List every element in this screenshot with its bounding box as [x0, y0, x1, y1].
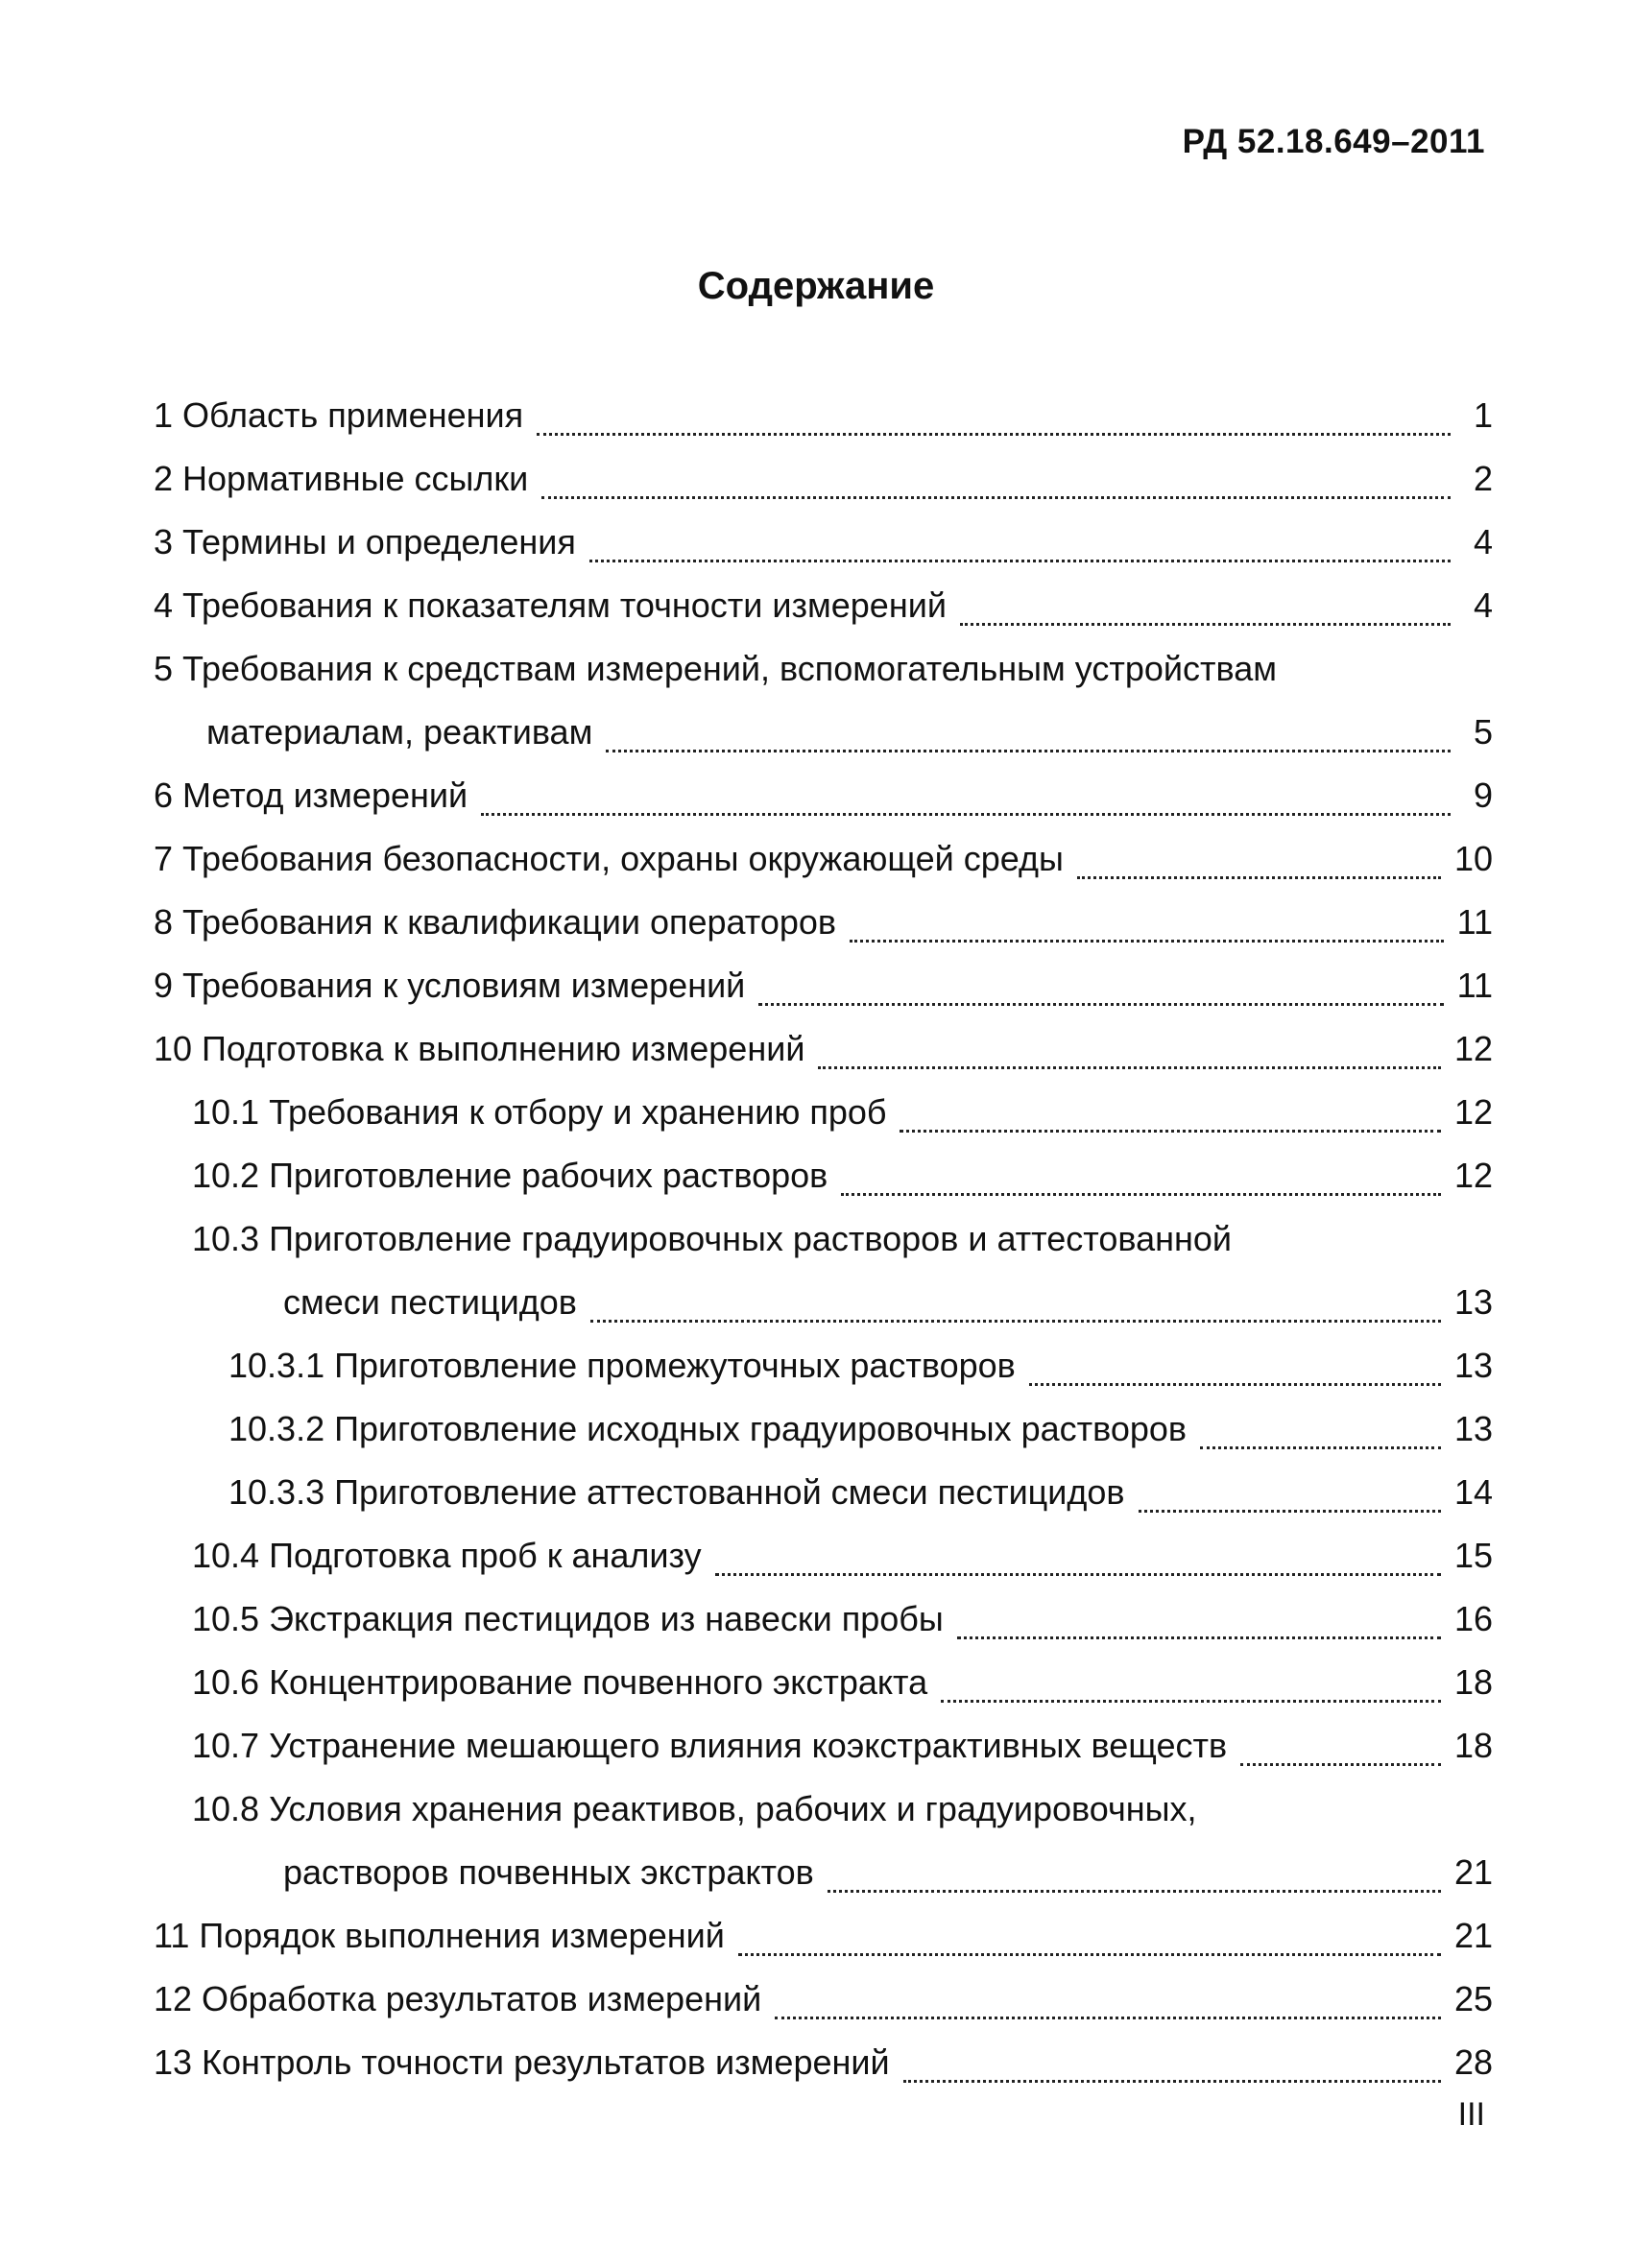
toc-leader-dots: [941, 1667, 1441, 1703]
toc-entry-page: 25: [1453, 1979, 1493, 2018]
toc-entry-text: материалам, реактивам: [206, 712, 593, 752]
toc-entry-continuation[interactable]: [154, 701, 1493, 764]
toc-entry-text: 10.4 Подготовка проб к анализу: [192, 1536, 702, 1575]
toc-entry[interactable]: [154, 1968, 1493, 2031]
toc-entry[interactable]: [154, 447, 1493, 511]
toc-entry-text: 10.7 Устранение мешающего влияния коэкстрактивных веществ: [192, 1726, 1228, 1765]
toc-entry[interactable]: [154, 1714, 1493, 1778]
page-number: III: [1457, 2096, 1485, 2133]
toc-entry-page: 21: [1453, 1852, 1493, 1892]
toc-leader-dots: [957, 1604, 1441, 1639]
toc-entry-text: 10.1 Требования к отбору и хранению проб: [192, 1092, 887, 1132]
toc-leader-dots: [960, 590, 1451, 626]
toc-entry[interactable]: [154, 384, 1493, 447]
toc-leader-dots: [841, 1160, 1441, 1196]
toc-leader-dots: [758, 970, 1443, 1006]
toc-entry-text: смеси пестицидов: [283, 1282, 577, 1322]
toc-entry-text: 5 Требования к средствам измерений, вспомогательным устройствам: [154, 649, 1277, 688]
toc-entry-page: 5: [1473, 712, 1493, 752]
toc-entry-text: 10.3.2 Приготовление исходных градуировочных растворов: [228, 1409, 1188, 1448]
toc-entry-page: 21: [1453, 1916, 1493, 1955]
toc-entry[interactable]: [154, 1334, 1493, 1397]
toc-entry[interactable]: [154, 891, 1493, 954]
toc-leader-dots: [589, 527, 1451, 562]
toc-leader-dots: [715, 1540, 1441, 1576]
toc-entry[interactable]: [154, 954, 1493, 1017]
toc-entry-page: 9: [1473, 776, 1493, 815]
toc-entry-text: 1 Область применения: [154, 395, 524, 435]
toc-entry[interactable]: [154, 1524, 1493, 1588]
toc-entry-text: 10.3.1 Приготовление промежуточных растворов: [228, 1346, 1016, 1385]
toc-entry-text: 12 Обработка результатов измерений: [154, 1979, 762, 2018]
toc-entry-text: 11 Порядок выполнения измерений: [154, 1916, 725, 1955]
toc-leader-dots: [1200, 1414, 1441, 1449]
toc-entry-page: 4: [1473, 585, 1493, 625]
toc-entry-text: 10.5 Экстракция пестицидов из навески пробы: [192, 1599, 944, 1638]
toc-entry-text: 8 Требования к квалификации операторов: [154, 902, 837, 942]
toc-entry-continuation[interactable]: [154, 1271, 1493, 1334]
toc-entry-page: 4: [1473, 522, 1493, 561]
toc-entry[interactable]: [154, 2031, 1493, 2094]
toc-entry[interactable]: [154, 1778, 1493, 1841]
toc-entry-continuation[interactable]: [154, 1841, 1493, 1904]
toc-entry-text: 10.8 Условия хранения реактивов, рабочих и градуировочных,: [192, 1789, 1197, 1828]
toc-entry-page: 10: [1453, 839, 1493, 878]
toc-entry-page: 18: [1453, 1726, 1493, 1765]
toc-entry[interactable]: [154, 1904, 1493, 1968]
toc-leader-dots: [738, 1921, 1441, 1956]
toc-entry-text: 7 Требования безопасности, охраны окружающей среды: [154, 839, 1064, 878]
toc-entry-text: 9 Требования к условиям измерений: [154, 966, 746, 1005]
toc-leader-dots: [606, 717, 1451, 752]
toc-leader-dots: [900, 1097, 1440, 1133]
toc-entry-page: 15: [1453, 1536, 1493, 1575]
toc-entry-text: 4 Требования к показателям точности измерений: [154, 585, 947, 625]
toc-entry-page: 11: [1456, 966, 1493, 1005]
toc-entry[interactable]: [154, 764, 1493, 827]
toc-leader-dots: [903, 2047, 1441, 2083]
toc-leader-dots: [775, 1984, 1441, 2019]
table-of-contents: [154, 384, 1493, 2094]
toc-entry-text: 6 Метод измерений: [154, 776, 468, 815]
toc-entry-text: 10.2 Приготовление рабочих растворов: [192, 1156, 828, 1195]
toc-leader-dots: [850, 907, 1444, 943]
toc-entry[interactable]: [154, 1461, 1493, 1524]
toc-entry-page: 11: [1456, 902, 1493, 942]
toc-entry-text: 2 Нормативные ссылки: [154, 459, 529, 498]
toc-leader-dots: [1240, 1731, 1441, 1766]
toc-entry-text: 10.3 Приготовление градуировочных растворов и аттестованной: [192, 1219, 1233, 1258]
toc-entry-text: 10.3.3 Приготовление аттестованной смеси пестицидов: [228, 1472, 1125, 1512]
toc-leader-dots: [1029, 1350, 1441, 1386]
toc-entry-page: 12: [1453, 1092, 1493, 1132]
toc-leader-dots: [1139, 1477, 1441, 1513]
toc-entry-page: 13: [1453, 1282, 1493, 1322]
toc-entry-text: 13 Контроль точности результатов измерений: [154, 2042, 890, 2082]
toc-entry[interactable]: [154, 827, 1493, 891]
toc-entry-page: 1: [1473, 395, 1493, 435]
toc-entry[interactable]: [154, 637, 1493, 701]
toc-entry[interactable]: [154, 1588, 1493, 1651]
toc-entry-page: 16: [1453, 1599, 1493, 1638]
toc-leader-dots: [828, 1857, 1441, 1893]
toc-entry-text: растворов почвенных экстрактов: [283, 1852, 814, 1892]
toc-entry[interactable]: [154, 1081, 1493, 1144]
toc-leader-dots: [1077, 844, 1441, 879]
toc-entry[interactable]: [154, 1397, 1493, 1461]
toc-entry-page: 14: [1453, 1472, 1493, 1512]
toc-leader-dots: [537, 400, 1451, 436]
toc-entry[interactable]: [154, 1017, 1493, 1081]
toc-entry-page: 13: [1453, 1346, 1493, 1385]
toc-entry-page: 18: [1453, 1662, 1493, 1702]
toc-entry-page: 28: [1453, 2042, 1493, 2082]
toc-entry-text: 10 Подготовка к выполнению измерений: [154, 1029, 805, 1068]
toc-entry[interactable]: [154, 511, 1493, 574]
toc-entry-text: 3 Термины и определения: [154, 522, 576, 561]
toc-entry-page: 12: [1453, 1029, 1493, 1068]
toc-entry[interactable]: [154, 574, 1493, 637]
toc-leader-dots: [481, 780, 1451, 816]
toc-leader-dots: [590, 1287, 1441, 1323]
toc-leader-dots: [818, 1034, 1441, 1069]
page-title: Содержание: [697, 265, 935, 307]
toc-entry-text: 10.6 Концентрирование почвенного экстракта: [192, 1662, 928, 1702]
toc-entry-page: 2: [1473, 459, 1493, 498]
toc-entry[interactable]: [154, 1144, 1493, 1207]
toc-entry-page: 12: [1453, 1156, 1493, 1195]
document-code: РД 52.18.649–2011: [1182, 123, 1485, 160]
toc-entry[interactable]: [154, 1207, 1493, 1271]
toc-entry[interactable]: [154, 1651, 1493, 1714]
toc-leader-dots: [541, 464, 1451, 499]
toc-entry-page: 13: [1453, 1409, 1493, 1448]
